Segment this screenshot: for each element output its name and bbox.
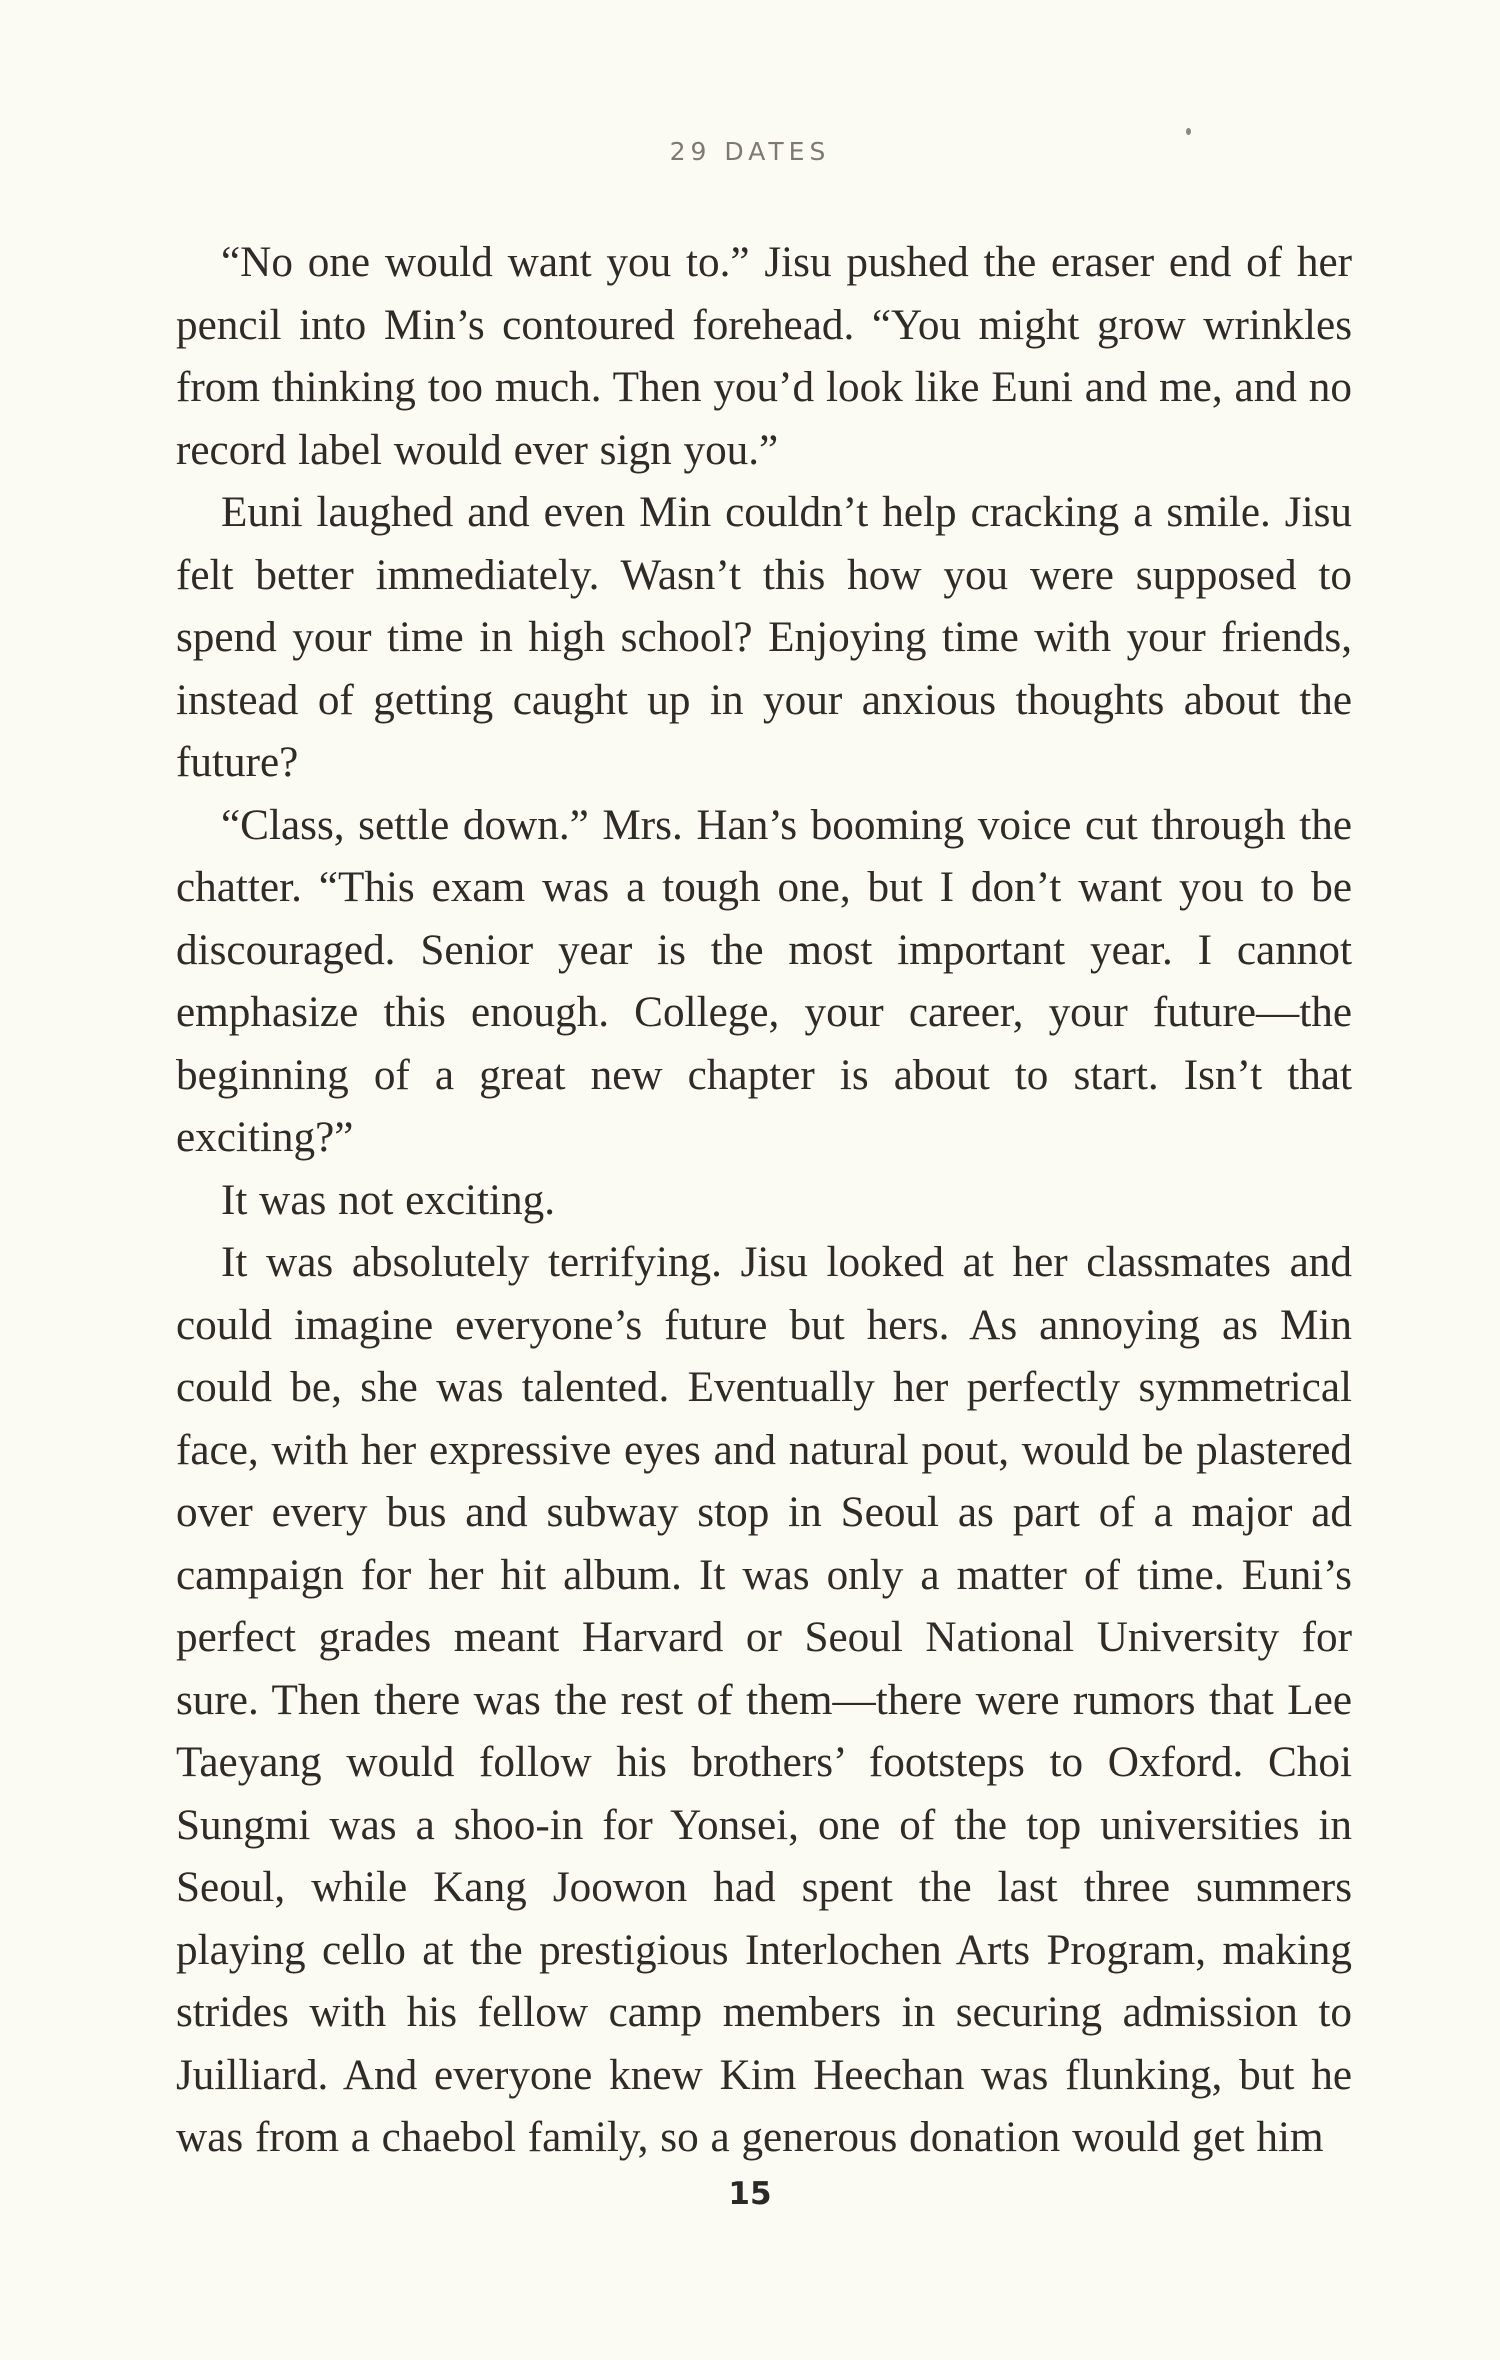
print-speck	[1186, 128, 1191, 135]
paragraph: It was not exciting.	[221, 1176, 556, 1224]
body-text	[176, 232, 1352, 2170]
paragraph: Euni laughed and even Min couldn’t help cracking a smile. Jisu felt better immediately. Wasn’t this how you were supposed to spend your time in high school? Enjoying time with your friends, instead of getting caught up in your anxious thoughts about the future?	[176, 489, 1352, 786]
paragraph: It was absolutely terrifying. Jisu looked at her classmates and could imagine everyone’s future but hers. As annoying as Min could be, she was talented. Eventually her perfectly symmetrical face, with her expressive eyes and natural pout, would be plastered over every bus and subway stop in Seoul as part of a major ad campaign for her hit album. It was only a matter of time. Euni’s perfect grades meant Harvard or Seoul National University for sure. Then there was the rest of them—there were rumors that Lee Taeyang would follow his brothers’ footsteps to Oxford. Choi Sungmi was a shoo-in for Yonsei, one of the top universities in Seoul, while Kang Joowon had spent the last three summers playing cello at the prestigious Interlochen Arts Program, making strides with his fellow camp members in securing admission to Juilliard. And everyone knew Kim Heechan was flunking, but he was from a chaebol family, so a generous donation would get him	[176, 1239, 1352, 2161]
paragraph: “No one would want you to.” Jisu pushed the eraser end of her pencil into Min’s contoured forehead. “You might grow wrinkles from thinking too much. Then you’d look like Euni and me, and no record label would ever sign you.”	[176, 239, 1352, 474]
paragraph: “Class, settle down.” Mrs. Han’s booming voice cut through the chatter. “This exam was a tough one, but I don’t want you to be discouraged. Senior year is the most important year. I cannot emphasize this enough. College, your career, your future—the beginning of a great new chapter is about to start. Isn’t that exciting?”	[176, 801, 1352, 1161]
page-number: 15	[728, 2176, 772, 2212]
running-header: 29 DATES	[669, 137, 831, 166]
